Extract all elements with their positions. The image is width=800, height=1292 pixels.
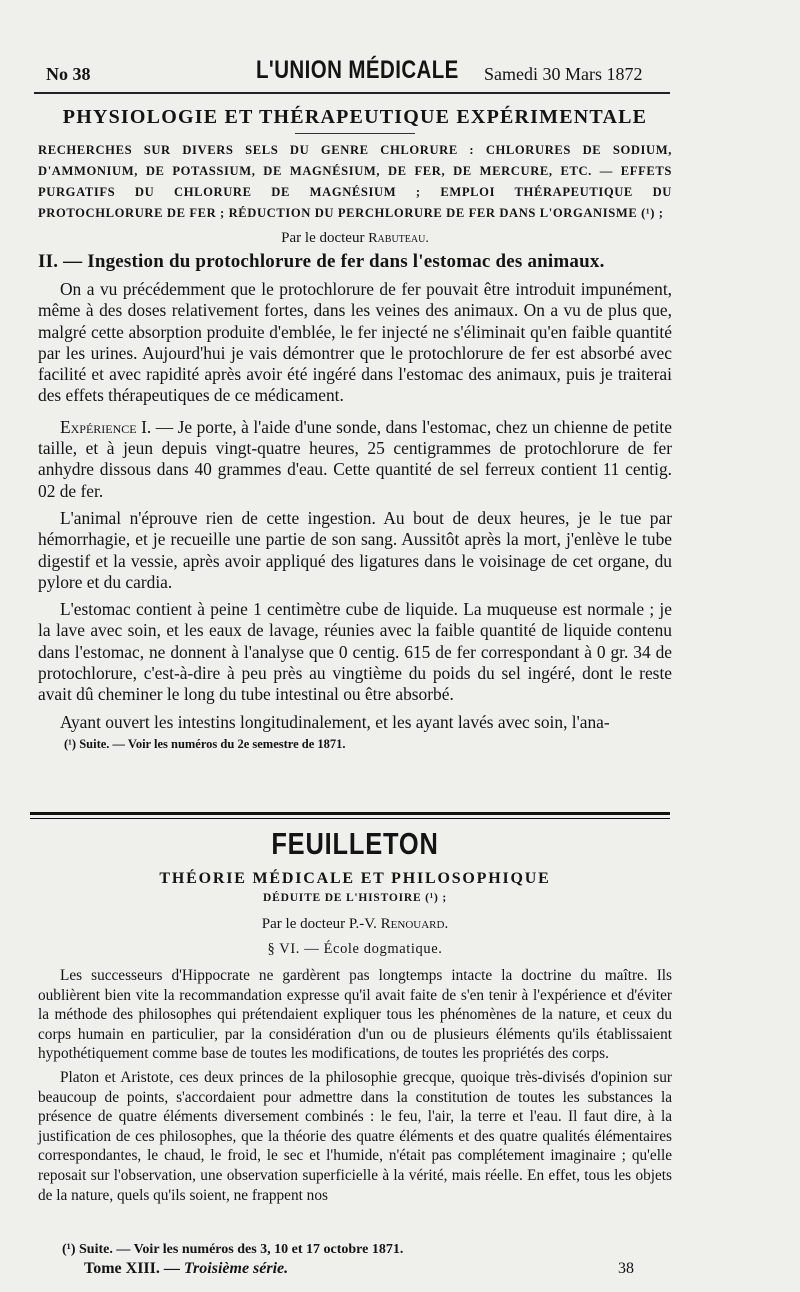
tome-text: Tome XIII. — (84, 1260, 184, 1277)
page-footer (38, 1242, 672, 1282)
paragraph: Platon et Aristote, ces deux princes de la philosophie grecque, quoique très-divisés d'opinion sur beaucoup de points, s'accordaient pour admettre dans la constitution de toutes les substances la présence de quatre éléments diversement combinés : le feu, l'air, la terre et l'eau. Il faut dire, à la justification de ces philosophes, que la théorie des quatre éléments et des quatre qualités élémentaires correspondantes, le chaud, le froid, le sec et l'humide, n'était pas complétement imaginaire ; qu'elle reposait sur l'observation, une observation superficielle à la vérité, mais réelle. En effet, tous les objets de la nature, quels qu'ils soient, ne frappent nos (38, 1068, 672, 1204)
byline-prefix: Par le docteur (281, 230, 369, 246)
feuilleton-deduite: DÉDUITE DE L'HISTOIRE (¹) ; (263, 892, 447, 904)
feuilleton-subtitle: THÉORIE MÉDICALE ET PHILOSOPHIQUE (159, 870, 551, 887)
journal-title: L'UNION MÉDICALE (256, 56, 459, 84)
article-footnote: (¹) Suite. — Voir les numéros du 2e semestre de 1871. (64, 736, 346, 751)
article (38, 106, 672, 752)
paragraph (38, 417, 672, 502)
feuilleton-byline (38, 916, 672, 933)
author-name: Renouard. (380, 916, 449, 932)
feuilleton (38, 826, 672, 1205)
paragraph: L'animal n'éprouve rien de cette ingestion. Au bout de deux heures, je le tue par hémorrhagie, et je recueille une partie de son sang. Aussitôt après la mort, j'enlève le tube digestif et la vessie, après avoir appliqué des ligatures dans le voisinage de cet organe, du pylore et du cardia. (38, 507, 672, 592)
paragraph: L'estomac contient à peine 1 centimètre cube de liquide. La muqueuse est normale ; je la lave avec soin, et les eaux de lavage, réunies avec la faible quantité de liquide contenu dans l'estomac, ne donnent à l'analyse que 0 centig. 615 de fer correspondant à 0 gr. 34 de protochlorure, c'est-à-dire à peu près au vingtième du poids du sel ingéré, dont le reste avait dû cheminer le long du tube intestinal ou être absorbé. (38, 599, 672, 705)
feuilleton-footnote: (¹) Suite. — Voir les numéros des 3, 10 et 17 octobre 1871. (62, 1242, 404, 1257)
issue-number: No 38 (46, 64, 91, 84)
article-heading: RECHERCHES SUR DIVERS SELS DU GENRE CHLORURE : CHLORURES DE SODIUM, D'AMMONIUM, DE POTASSIUM, DE MAGNÉSIUM, DE FER, DE MERCURE, ETC. — EFFETS PURGATIFS DU CHLORURE DE MAGNÉSIUM ; EMPLOI THÉRAPEUTIQUE DU PROTOCHLORURE DE FER ; RÉDUCTION DU PERCHLORURE DE FER DANS L'ORGANISME (¹) ; (38, 143, 672, 220)
paragraph-text: — Je porte, à l'aide d'une sonde, dans l'estomac, chez un chienne de petite taille, et à jeun depuis vingt-quatre heures, 25 centigrammes de protochlorure de fer anhydre dissous dans 40 grammes d'eau. Cette quantité de sel ferreux contient 11 centig. 02 de fer. (38, 416, 672, 501)
feuilleton-divider (30, 812, 670, 815)
issue-date: Samedi 30 Mars 1872 (484, 64, 643, 84)
tome-label (84, 1260, 288, 1278)
feuilleton-title: FEUILLETON (271, 826, 439, 861)
page-header (46, 54, 666, 88)
paragraph: Ayant ouvert les intestins longitudinalement, et les ayant lavés avec soin, l'ana- (60, 711, 610, 732)
paragraph: On a vu précédemment que le protochlorure de fer pouvait être introduit impunément, même à des doses relativement fortes, dans les veines des animaux. On a vu de plus que, malgré cette absorption produite d'emblée, le fer injecté ne s'éliminait qu'en faible quantité par les urines. Aujourd'hui je vais démontrer que le protochlorure de fer est absorbé avec facilité et avec rapidité après avoir été ingéré dans l'estomac des animaux, puis je traiterai des effets thérapeutiques de ce médicament. (38, 279, 672, 406)
feuilleton-section: § VI. — École dogmatique. (267, 941, 443, 957)
article-body (38, 279, 672, 733)
section-title: PHYSIOLOGIE ET THÉRAPEUTIQUE EXPÉRIMENTALE (62, 106, 648, 128)
feuilleton-divider-thin (30, 818, 670, 819)
page-number: 38 (618, 1260, 634, 1277)
experience-label: Expérience I. (60, 416, 152, 437)
title-rule (295, 133, 415, 134)
header-rule (34, 92, 670, 94)
article-byline (38, 230, 672, 247)
article-subheading: II. — Ingestion du protochlorure de fer dans l'estomac des animaux. (38, 251, 605, 272)
serie-text: Troisième série. (183, 1260, 289, 1277)
byline-prefix: Par le docteur P.-V. (261, 916, 381, 932)
footer-line (38, 1260, 672, 1282)
feuilleton-body (38, 966, 672, 1205)
paragraph: Les successeurs d'Hippocrate ne gardèrent pas longtemps intacte la doctrine du maître. Ils oublièrent bien vite la recommandation expresse qu'il avait faite de s'en tenir à l'expérience et d'éviter la méthode des philosophes qui prétendaient expliquer tous les phénomènes de la nature, et ceux du corps humain en particulier, par la considération d'un ou de plusieurs éléments qu'ils établissaient hypothétiquement comme base de toutes les modifications, de toutes les propriétés des corps. (38, 967, 672, 1063)
author-name: Rabuteau. (368, 231, 429, 246)
